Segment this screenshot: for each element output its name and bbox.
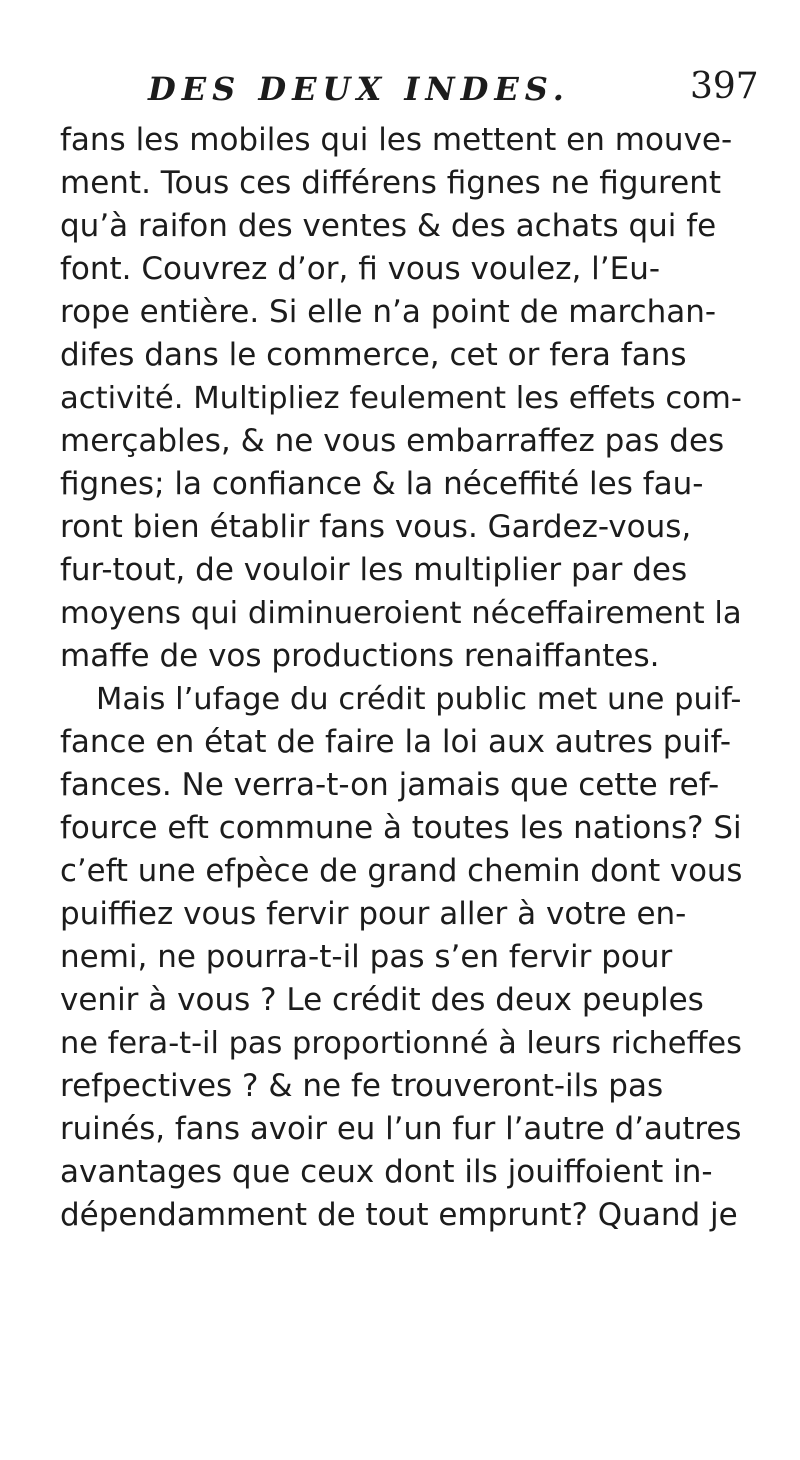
- text-line: rope entière. Si elle n’a point de marchan-: [60, 294, 717, 330]
- text-line: ruinés, fans avoir eu l’un fur l’autre d’autres: [60, 1111, 742, 1147]
- text-line: ment. Tous ces différens fignes ne figurent: [60, 165, 721, 201]
- text-line: fignes; la confiance & la néceffité les fau-: [60, 466, 704, 502]
- page-number: 397: [690, 66, 759, 107]
- text-line: Mais l’ufage du crédit public met une puif-: [96, 682, 742, 717]
- text-line: difes dans le commerce, cet or fera fans: [60, 337, 687, 373]
- running-title: DES DEUX INDES.: [148, 70, 570, 108]
- text-line: c’eft une efpèce de grand chemin dont vous: [60, 853, 743, 889]
- text-line: font. Couvrez d’or, fi vous voulez, l’Eu-: [60, 251, 661, 287]
- text-line: fance en état de faire la loi aux autres puif-: [60, 724, 732, 760]
- text-line: qu’à raifon des ventes & des achats qui fe: [60, 208, 717, 244]
- text-line: fource eft commune à toutes les nations? Si: [60, 810, 742, 846]
- text-line: ront bien établir fans vous. Gardez-vous,: [60, 509, 692, 545]
- text-line: maffe de vos productions renaiffantes.: [60, 638, 660, 674]
- text-line: puiffiez vous fervir pour aller à votre en-: [60, 896, 687, 932]
- text-line: ne fera-t-il pas proportionné à leurs richeffes: [60, 1026, 742, 1061]
- text-line: fans les mobiles qui les mettent en mouve-: [60, 122, 733, 158]
- text-line: dépendamment de tout emprunt? Quand je: [60, 1197, 738, 1233]
- text-line: activité. Multipliez feulement les effets com-: [60, 381, 742, 416]
- text-line: refpectives ? & ne fe trouveront-ils pas: [60, 1068, 664, 1104]
- running-header: [0, 60, 800, 120]
- text-line: fur-tout, de vouloir les multiplier par des: [60, 552, 688, 588]
- text-line: fances. Ne verra-t-on jamais que cette ref-: [60, 767, 720, 803]
- text-line: moyens qui diminueroient néceffairement la: [60, 596, 742, 631]
- text-line: avantages que ceux dont ils jouiffoient in-: [60, 1154, 713, 1190]
- text-line: merçables, & ne vous embarraffez pas des: [60, 423, 725, 459]
- text-line: venir à vous ? Le crédit des deux peuples: [60, 982, 704, 1018]
- text-line: nemi, ne pourra-t-il pas s’en fervir pour: [60, 939, 673, 975]
